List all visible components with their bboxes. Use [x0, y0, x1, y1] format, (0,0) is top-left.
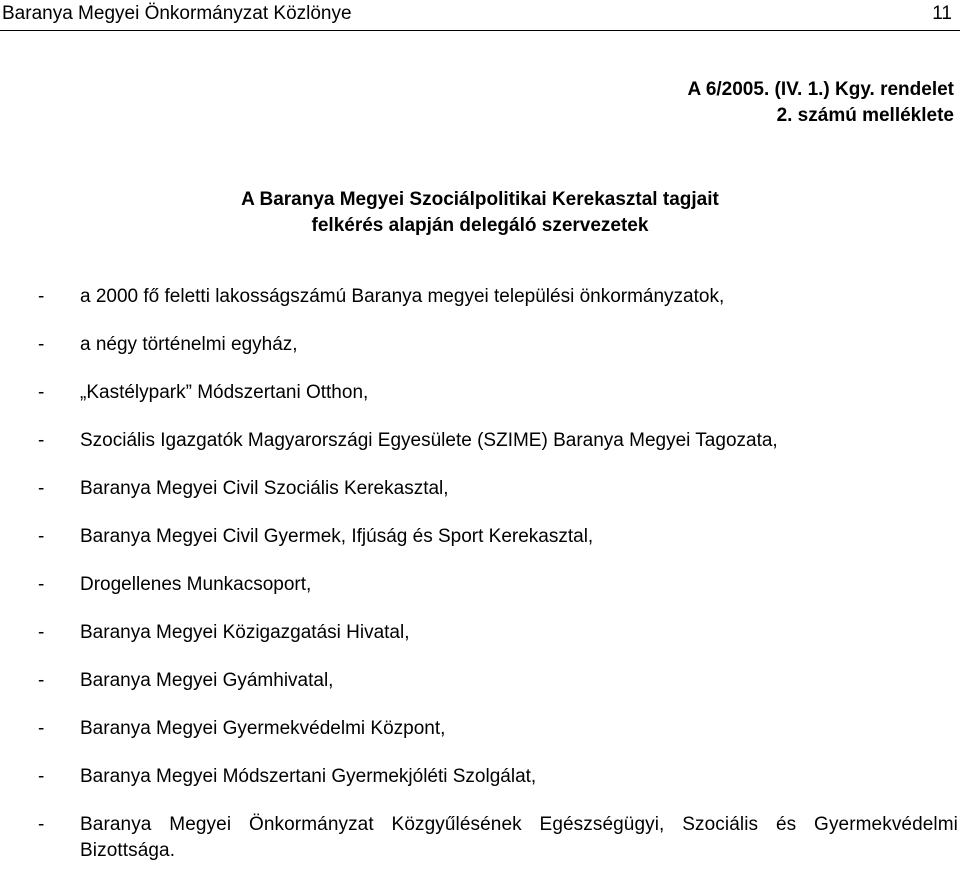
list-dash: - [38, 334, 45, 355]
list-dash: - [38, 430, 45, 451]
list-item-text: Szociális Igazgatók Magyarországi Egyesülete (SZIME) Baranya Megyei Tagozata, [80, 430, 778, 451]
list-dash: - [38, 766, 45, 787]
list-dash: - [38, 478, 45, 499]
list-item [0, 572, 960, 620]
list-item-text: Drogellenes Munkacsoport, [80, 574, 312, 595]
list-item-text: a 2000 fő feletti lakosságszámú Baranya megyei települési önkormányzatok, [80, 286, 725, 307]
list-item-text: Baranya Megyei Gyermekvédelmi Központ, [80, 718, 446, 739]
list-dash: - [38, 286, 45, 307]
list-item [0, 764, 960, 812]
list-item [0, 380, 960, 428]
list-dash: - [38, 670, 45, 691]
list-dash: - [38, 814, 45, 835]
list-item-text: Baranya Megyei Közigazgatási Hivatal, [80, 622, 410, 643]
list-item-text: Baranya Megyei Civil Szociális Kerekasztal, [80, 478, 449, 499]
decree-line-2: 2. számú melléklete [776, 105, 954, 126]
title-line-2: felkérés alapján delegáló szervezetek [311, 215, 649, 236]
list-item-text: Baranya Megyei Civil Gyermek, Ifjúság és Sport Kerekasztal, [80, 526, 594, 547]
list-item [0, 284, 960, 332]
list-dash: - [38, 622, 45, 643]
list-item-text: Baranya Megyei Önkormányzat Közgyűlésének Egészségügyi, Szociális és Gyermekvédelmi Bizottsága. [80, 814, 958, 861]
list-dash: - [38, 526, 45, 547]
document-title [0, 187, 960, 239]
list-item-text: Baranya Megyei Módszertani Gyermekjóléti Szolgálat, [80, 766, 537, 787]
list-item [0, 668, 960, 716]
list-item-text: Baranya Megyei Gyámhivatal, [80, 670, 334, 691]
decree-reference [688, 77, 954, 129]
list-item [0, 332, 960, 380]
list-dash: - [38, 574, 45, 595]
publication-title: Baranya Megyei Önkormányzat Közlönye [2, 3, 352, 24]
list-item-text: „Kastélypark” Módszertani Otthon, [80, 382, 369, 403]
organization-list [0, 284, 960, 860]
list-dash: - [38, 718, 45, 739]
list-item [0, 620, 960, 668]
list-item [0, 524, 960, 572]
title-line-1: A Baranya Megyei Szociálpolitikai Kerekasztal tagjait [241, 189, 719, 210]
list-item [0, 716, 960, 764]
list-item [0, 812, 960, 860]
decree-line-1: A 6/2005. (IV. 1.) Kgy. rendelet [687, 79, 954, 100]
list-dash: - [38, 382, 45, 403]
list-item-text: a négy történelmi egyház, [80, 334, 298, 355]
page-header [0, 0, 960, 31]
list-item [0, 428, 960, 476]
page-number: 11 [932, 3, 952, 24]
list-item [0, 476, 960, 524]
